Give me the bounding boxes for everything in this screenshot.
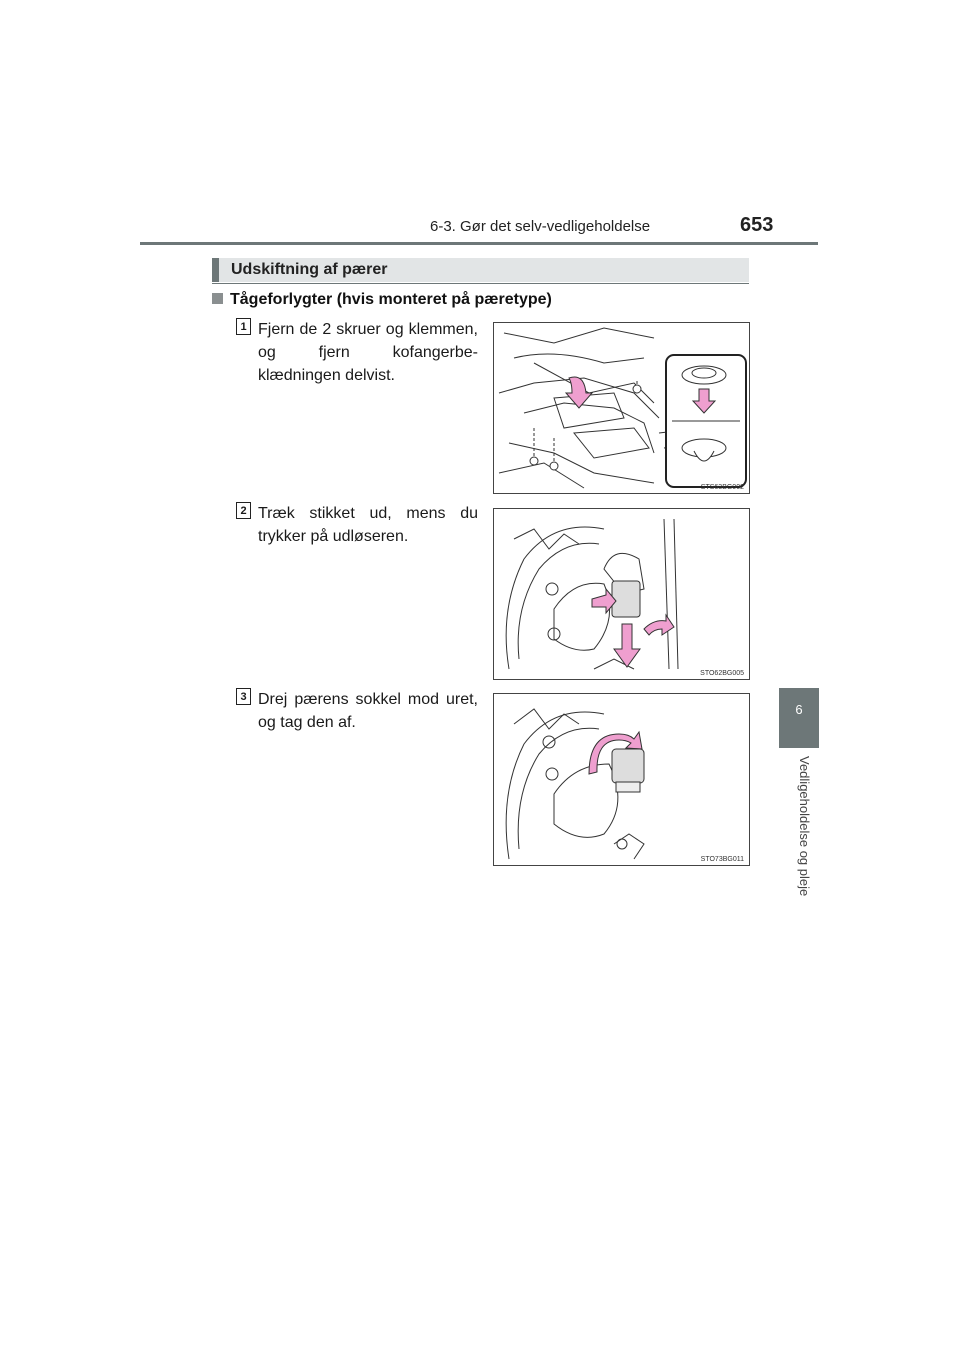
step-1-text: Fjern de 2 skruer og klemmen, og fjern kofangerbeklædningen delvist.: [258, 321, 478, 384]
subheading: [212, 291, 552, 309]
step-number-3: 3: [236, 688, 251, 705]
chapter-label: Vedligeholdelse og pleje: [797, 756, 812, 897]
square-bullet-icon: [212, 293, 223, 304]
figure-code: STO73BG011: [700, 856, 744, 863]
subheading-text: Tågeforlygter (hvis monteret på pæretype): [230, 291, 552, 308]
step-number-2: 2: [236, 502, 251, 519]
figure-code: STO62BG005: [700, 670, 744, 677]
step-2-text: Træk stikket ud, mens du trykker på udløseren.: [258, 505, 478, 545]
section-title-bar: [212, 258, 749, 282]
bulb-illustration: [494, 694, 749, 865]
step-number-1: 1: [236, 318, 251, 335]
bumper-illustration: [494, 323, 749, 493]
section-title: Udskiftning af pærer: [231, 261, 388, 278]
figure-code: STS63BG002: [700, 484, 744, 491]
running-header: 6-3. Gør det selv-vedligeholdelse: [430, 218, 651, 235]
chapter-tab: 6: [779, 688, 819, 748]
figure-bulb-rotate: [493, 693, 750, 866]
figure-connector-release: [493, 508, 750, 680]
step-3-text: Drej pærens sokkel mod uret, og tag den af.: [258, 691, 478, 731]
header-rule: [140, 242, 818, 245]
figure-bumper-removal: [493, 322, 750, 494]
section-rule: [212, 283, 749, 284]
connector-illustration: [494, 509, 749, 679]
page-number: 653: [740, 214, 774, 236]
